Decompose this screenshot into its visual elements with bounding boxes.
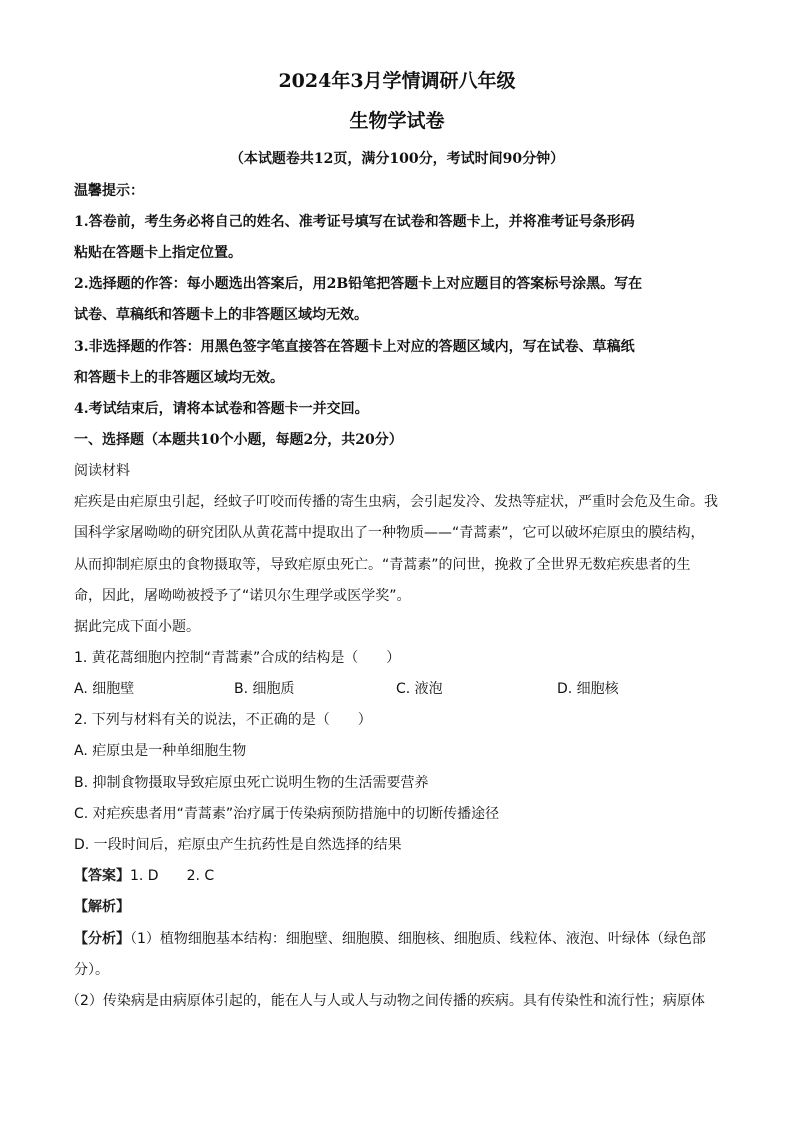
reading-paragraph-line-3: 从而抑制疟原虫的食物摄取等，导致疟原虫死亡。“青蒿素”的问世，挽救了全世界无数疟疾患者的生 [74,557,691,573]
tip-4: 4.考试结束后，请将本试卷和答题卡一并交回。 [74,401,369,417]
tip-1-line-2: 粘贴在答题卡上指定位置。 [74,245,242,261]
reading-label: 阅读材料 [74,463,130,479]
question-2-option-c: C. 对疟疾患者用“青蒿素”治疗属于传染病预防措施中的切断传播途径 [74,806,500,822]
analysis-line-2: 分）。 [74,962,109,978]
exam-title: 2024年3月学情调研八年级 [278,70,516,92]
analysis-line-1 [74,929,706,949]
analysis-tag: 【解析】 [74,899,130,915]
analysis-line-3: （2）传染病是由病原体引起的，能在人与人或人与动物之间传播的疾病。具有传染性和流行性；病原体 [66,993,705,1009]
analysis-text-1: （1）植物细胞基本结构：细胞壁、细胞膜、细胞核、细胞质、线粒体、液泡、叶绿体（绿色部 [130,931,706,947]
reading-paragraph-line-1: 疟疾是由疟原虫引起，经蚊子叮咬而传播的寄生虫病，会引起发冷、发热等症状，严重时会危及生命。我 [74,494,718,510]
answer-text: 1. D 2. C [130,868,215,884]
exam-subject: 生物学试卷 [349,110,445,132]
tip-3-line-2: 和答题卡上的非答题区域均无效。 [74,370,284,386]
tip-2-line-2: 试卷、草稿纸和答题卡上的非答题区域均无效。 [74,307,368,323]
question-1-option-c: C. 液泡 [396,681,443,697]
section-heading: 一、选择题（本题共10个小题，每题2分，共20分） [74,432,403,448]
question-2-option-d: D. 一段时间后，疟原虫产生抗药性是自然选择的结果 [74,837,402,853]
question-2-option-a: A. 疟原虫是一种单细胞生物 [74,743,247,759]
question-1-option-a: A. 细胞壁 [74,681,135,697]
fenxi-tag: 【分析】 [74,931,130,947]
question-1-option-b: B. 细胞质 [234,681,295,697]
answer-line [74,866,214,886]
question-2-stem: 2. 下列与材料有关的说法，不正确的是（ ） [74,712,372,728]
tips-heading: 温馨提示： [74,183,144,199]
instruction: 据此完成下面小题。 [74,619,200,635]
question-1-stem: 1. 黄花蒿细胞内控制“青蒿素”合成的结构是（ ） [74,650,401,666]
question-2-option-b: B. 抑制食物摄取导致疟原虫死亡说明生物的生活需要营养 [74,775,429,791]
reading-paragraph-line-4: 命，因此，屠呦呦被授予了“诺贝尔生理学或医学奖”。 [74,588,411,604]
tip-2-line-1: 2.选择题的作答：每小题选出答案后，用2B铅笔把答题卡上对应题目的答案标号涂黑。写在 [74,276,643,292]
exam-note: （本试题卷共12页，满分100分，考试时间90分钟） [229,151,565,167]
reading-paragraph-line-2: 国科学家屠呦呦的研究团队从黄花蒿中提取出了一种物质——“青蒿素”，它可以破坏疟原虫的膜结构， [74,525,705,541]
tip-3-line-1: 3.非选择题的作答：用黑色签字笔直接答在答题卡上对应的答题区域内，写在试卷、草稿纸 [74,339,635,355]
question-1-option-d: D. 细胞核 [557,681,619,697]
answer-tag: 【答案】 [74,868,130,884]
tip-1-line-1: 1.答卷前，考生务必将自己的姓名、准考证号填写在试卷和答题卡上，并将准考证号条形码 [74,214,635,230]
